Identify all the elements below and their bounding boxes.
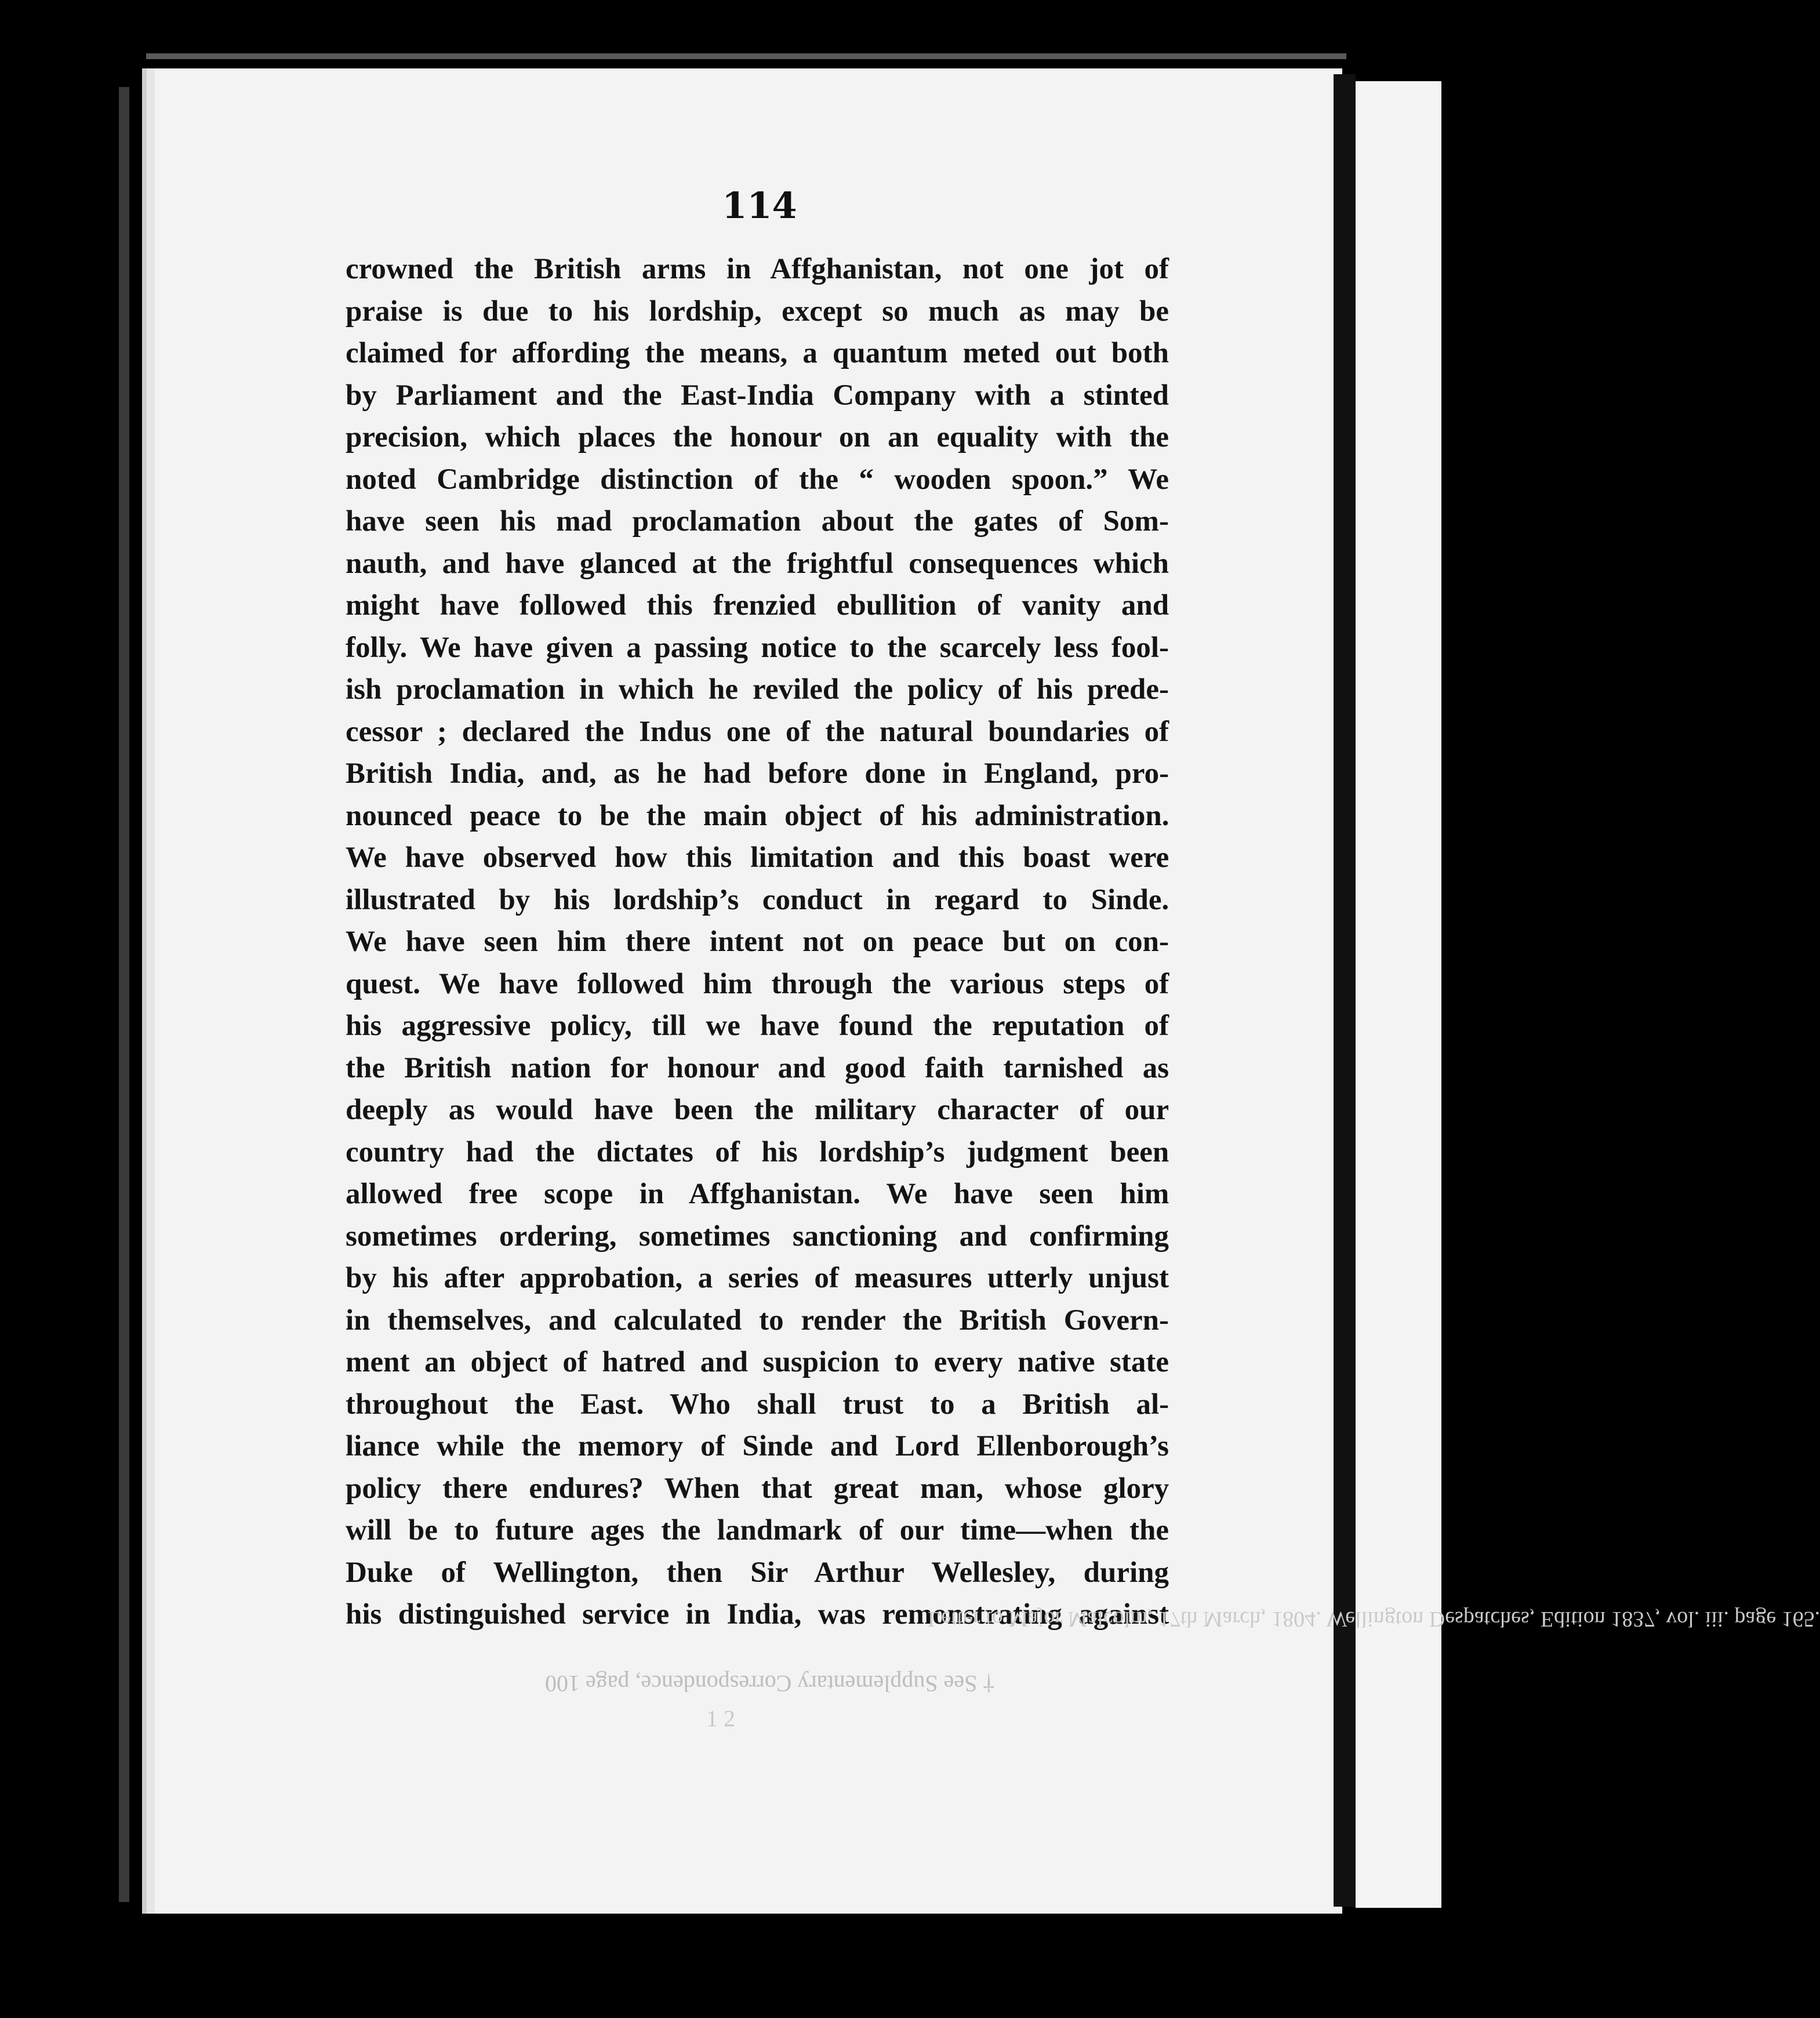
text-line: folly. We have given a passing notice to the scarcely less fool- (346, 631, 1169, 664)
text-line: cessor ; declared the Indus one of the natural boundaries of (346, 715, 1169, 748)
text-line: country had the dictates of his lordship’s judgment been (346, 1135, 1169, 1168)
text-line: will be to future ages the landmark of our time—when the (346, 1514, 1169, 1547)
text-line: We have seen him there intent not on peace but on con- (346, 925, 1169, 958)
text-line: nauth, and have glanced at the frightful consequences which (346, 547, 1169, 580)
page-number: 114 (722, 184, 797, 227)
text-line: throughout the East. Who shall trust to a British al- (346, 1388, 1169, 1421)
text-line: liance while the memory of Sinde and Lord Ellenborough’s (346, 1430, 1169, 1462)
text-line: allowed free scope in Affghanistan. We have seen him (346, 1178, 1169, 1210)
body-text (346, 248, 1169, 1636)
text-line: ish proclamation in which he reviled the policy of his prede- (346, 673, 1169, 706)
text-line: deeply as would have been the military character of our (346, 1094, 1169, 1126)
text-line: noted Cambridge distinction of the “ wooden spoon.” We (346, 463, 1169, 496)
text-line: might have followed this frenzied ebullition of vanity and (346, 589, 1169, 622)
text-line: the British nation for honour and good faith tarnished as (346, 1051, 1169, 1084)
adjacent-page-edge (1356, 81, 1441, 1908)
bleed-through-footnote: † See Supplementary Correspondence, page 100 (545, 1671, 995, 1697)
text-line: his distinguished service in India, was remonstrating against (346, 1598, 1169, 1631)
text-line: sometimes ordering, sometimes sanctioning and confirming (346, 1219, 1169, 1253)
bleed-through-note: Letter to Major Malcolm, 17th March, 1804. Wellington Despatches, Edition 1837, vol. iii. page 165. (928, 1607, 1820, 1631)
top-edge-shadow (146, 53, 1346, 59)
text-line: We have observed how this limitation and this boast were (346, 841, 1169, 874)
text-line: crowned the British arms in Affghanistan, not one jot of (346, 253, 1169, 285)
page-gutter (1334, 74, 1356, 1907)
text-line: policy there endures? When that great man, whose glory (346, 1472, 1169, 1505)
text-line: praise is due to his lordship, except so much as may be (346, 295, 1169, 328)
text-line: quest. We have followed him through the various steps of (346, 967, 1169, 1000)
text-line: British India, and, as he had before done in England, pro- (346, 757, 1169, 790)
text-line: claimed for affording the means, a quantum meted out both (346, 337, 1169, 369)
left-page-edge (119, 87, 129, 1902)
text-line: by his after approbation, a series of measures utterly unjust (346, 1262, 1169, 1294)
text-line: in themselves, and calculated to render the British Govern- (346, 1304, 1169, 1337)
text-line: illustrated by his lordship’s conduct in regard to Sinde. (346, 883, 1169, 916)
text-line: precision, which places the honour on an equality with the (346, 421, 1169, 453)
text-line: by Parliament and the East-India Company with a stinted (346, 379, 1169, 412)
text-line: ment an object of hatred and suspicion to every native state (346, 1346, 1169, 1378)
bleed-through-signature-mark: 1 2 (706, 1705, 735, 1732)
text-line: his aggressive policy, till we have found the reputation of (346, 1010, 1169, 1042)
text-line: have seen his mad proclamation about the gates of Som- (346, 505, 1169, 538)
text-line: Duke of Wellington, then Sir Arthur Wellesley, during (346, 1556, 1169, 1589)
text-line: nounced peace to be the main object of his administration. (346, 799, 1169, 832)
